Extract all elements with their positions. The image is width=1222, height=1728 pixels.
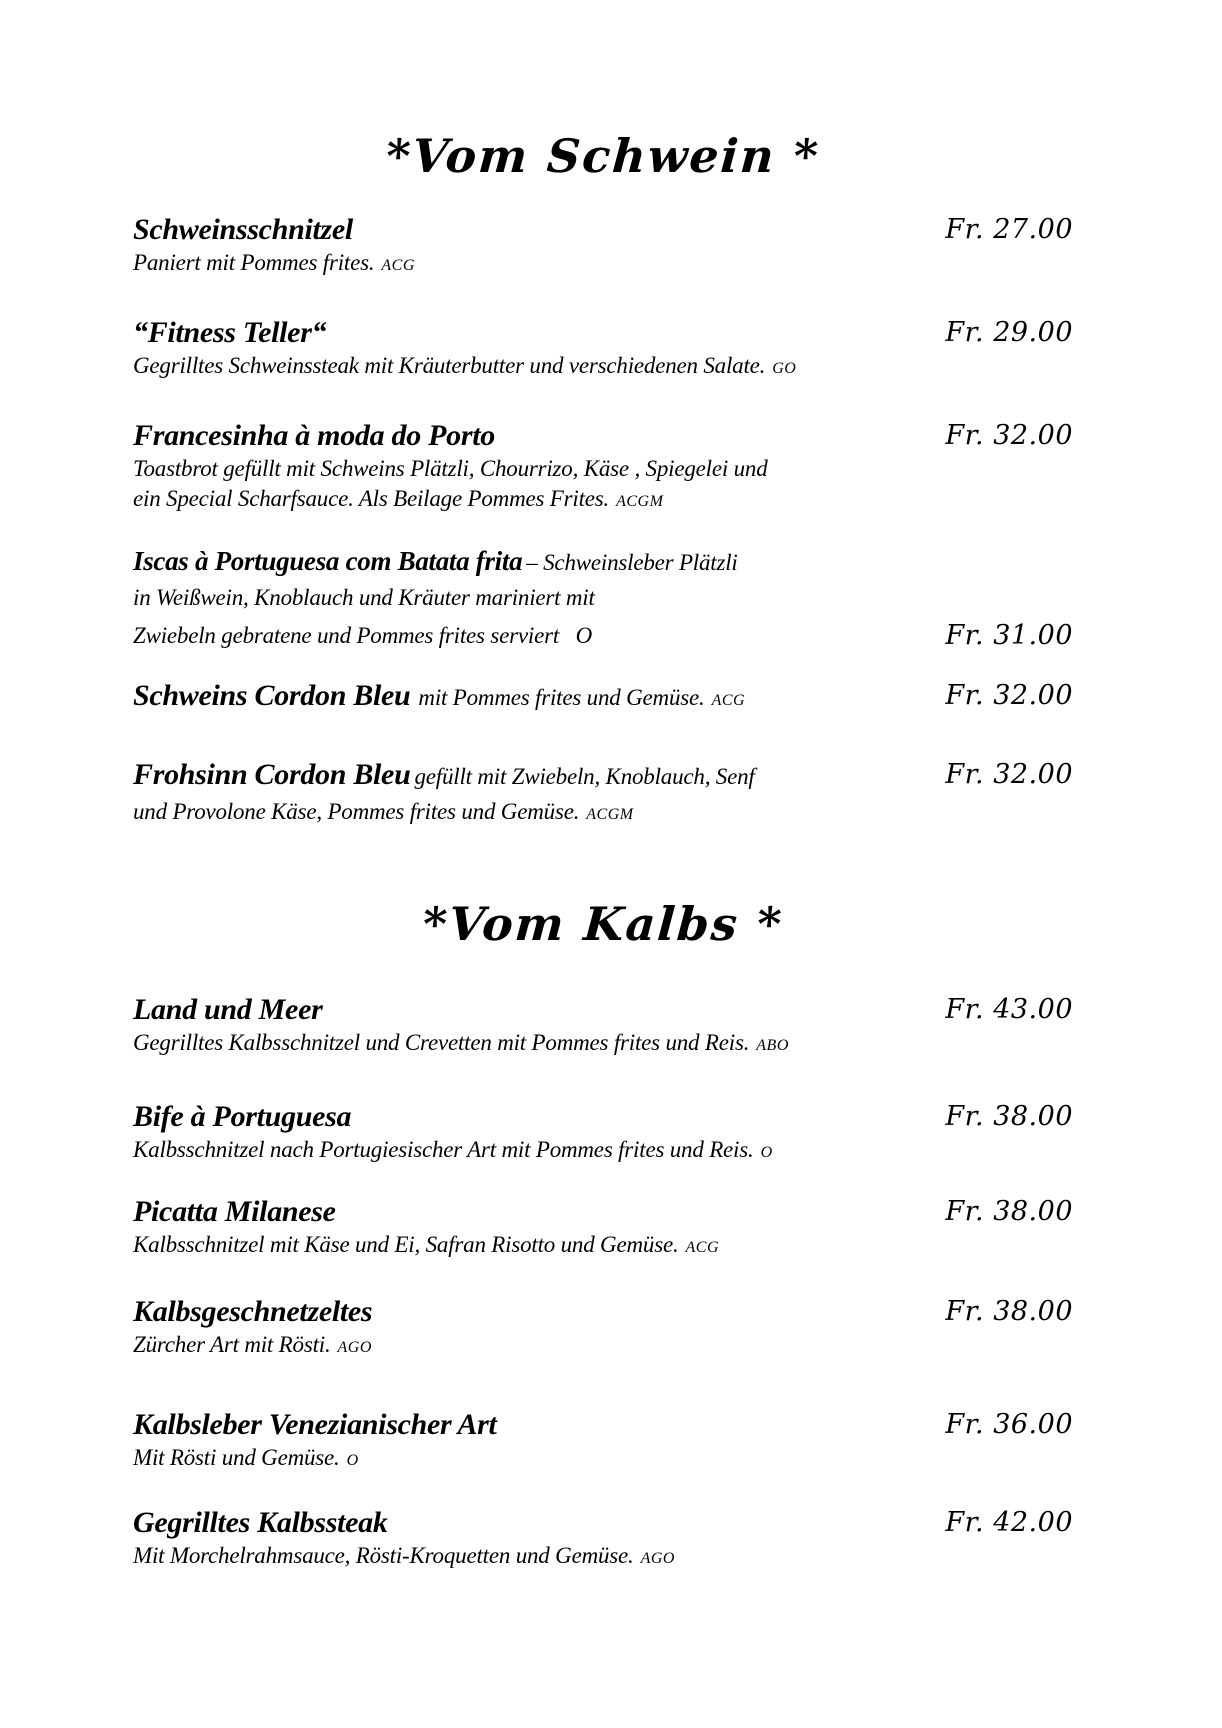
section-vom-kalbs — [133, 886, 1073, 1574]
item-price: Fr. 36.00 — [945, 1409, 1073, 1440]
allergen-codes: O — [346, 1452, 359, 1469]
item-text-block — [133, 1294, 372, 1363]
item-name: Iscas à Portuguesa com Batata frita — [133, 546, 523, 576]
item-text-block — [133, 757, 755, 830]
item-name: Kalbsgeschnetzeltes — [133, 1295, 373, 1328]
item-description-line1: Toastbrot gefüllt mit Schweins Plätzli, Chourrizo, Käse , Spiegelei und — [133, 456, 768, 481]
item-description-text: Gegrilltes Kalbsschnitzel und Crevetten mit Pommes frites und Reis. — [133, 1030, 750, 1055]
item-price: Fr. 29.00 — [945, 317, 1073, 348]
item-text-block — [133, 992, 789, 1061]
item-description-text: Gegrilltes Schweinssteak mit Kräuterbutter und verschiedenen Salate. — [133, 353, 766, 378]
item-description — [133, 1028, 789, 1061]
item-text-block — [133, 1099, 773, 1168]
menu-item-iscas — [133, 544, 1073, 651]
menu-item-bife-a-portuguesa — [133, 1099, 1073, 1168]
item-description — [133, 1230, 719, 1263]
item-price: Fr. 32.00 — [945, 420, 1073, 451]
menu-item-kalbsleber — [133, 1407, 1073, 1476]
item-name: “Fitness Teller“ — [133, 316, 327, 349]
item-name: Gegrilltes Kalbssteak — [133, 1506, 388, 1539]
item-text-block — [133, 212, 415, 281]
item-title-line — [133, 757, 755, 797]
item-description-line3: Zwiebeln gebratene und Pommes frites serviert O — [133, 623, 593, 648]
item-name-suffix: – Schweinsleber Plätzli — [526, 550, 738, 575]
item-description-text: mit Pommes frites und Gemüse. — [418, 685, 705, 710]
item-description-text: und Provolone Käse, Pommes frites und Gemüse. — [133, 799, 580, 824]
item-description-text: Mit Morchelrahmsauce, Rösti-Kroquetten und Gemüse. — [133, 1543, 634, 1568]
allergen-codes: O — [760, 1144, 773, 1161]
item-description — [133, 1135, 773, 1168]
menu-item-gegrilltes-kalbssteak — [133, 1505, 1073, 1574]
item-name: Picatta Milanese — [133, 1195, 336, 1228]
item-description-line2 — [133, 797, 755, 830]
menu-item-schweinsschnitzel — [133, 212, 1073, 281]
section-title-vom-kalbs: *Vom Kalbs * — [420, 897, 786, 951]
allergen-codes: ACG — [711, 692, 746, 709]
item-text-block — [133, 1407, 497, 1476]
item-description — [133, 248, 415, 281]
allergen-codes: ABO — [756, 1037, 789, 1054]
item-price: Fr. 43.00 — [945, 994, 1073, 1025]
allergen-codes: ACGM — [586, 806, 634, 823]
item-name: Land und Meer — [133, 993, 323, 1026]
item-name: Kalbsleber Venezianischer Art — [133, 1408, 497, 1441]
item-text-block — [133, 1505, 675, 1574]
menu-item-land-und-meer — [133, 992, 1073, 1061]
menu-item-schweins-cordon-bleu — [133, 678, 1073, 718]
item-title-line — [133, 544, 738, 583]
item-price: Fr. 38.00 — [945, 1296, 1073, 1327]
item-price: Fr. 32.00 — [945, 680, 1073, 711]
item-description — [133, 1330, 372, 1363]
item-description-text: Mit Rösti und Gemüse. — [133, 1445, 340, 1470]
section-title-vom-schwein: *Vom Schwein * — [384, 129, 822, 183]
menu-item-picatta-milanese — [133, 1194, 1073, 1263]
allergen-codes: ACG — [685, 1239, 719, 1256]
menu-item-fitness-teller — [133, 315, 1073, 384]
menu-item-francesinha — [133, 418, 1073, 517]
menu-item-frohsinn-cordon-bleu — [133, 757, 1073, 830]
item-price: Fr. 38.00 — [945, 1196, 1073, 1227]
item-price: Fr. 31.00 — [945, 620, 1073, 651]
section-vom-schwein — [133, 118, 1073, 830]
item-text-block — [133, 315, 796, 384]
item-description-line2: in Weißwein, Knoblauch und Kräuter mariniert mit — [133, 585, 595, 610]
item-text-block — [133, 1194, 719, 1263]
allergen-codes: AGO — [640, 1550, 675, 1567]
item-price: Fr. 38.00 — [945, 1101, 1073, 1132]
item-description — [133, 1541, 675, 1574]
menu-item-kalbsgeschnetzeltes — [133, 1294, 1073, 1363]
item-text-block — [133, 544, 738, 651]
item-text-block — [133, 678, 745, 718]
item-name: Schweinsschnitzel — [133, 213, 353, 246]
item-description-text: ein Special Scharfsauce. Als Beilage Pommes Frites. — [133, 486, 610, 511]
item-description-text: Kalbsschnitzel nach Portugiesischer Art mit Pommes frites und Reis. — [133, 1137, 754, 1162]
item-text-block — [133, 418, 768, 517]
item-price: Fr. 42.00 — [945, 1507, 1073, 1538]
item-price: Fr. 27.00 — [945, 214, 1073, 245]
item-description — [133, 1443, 497, 1476]
item-description-text: Paniert mit Pommes frites. — [133, 250, 375, 275]
item-title-line — [133, 678, 745, 718]
item-description-line2 — [133, 484, 768, 517]
allergen-codes: GO — [772, 360, 797, 377]
item-description-text: Kalbsschnitzel mit Käse und Ei, Safran Risotto und Gemüse. — [133, 1232, 679, 1257]
item-name: Francesinha à moda do Porto — [133, 419, 495, 452]
item-name: Frohsinn Cordon Bleu — [133, 758, 411, 791]
item-description — [133, 351, 796, 384]
allergen-codes: ACG — [381, 257, 415, 274]
allergen-codes: ACGM — [616, 493, 664, 510]
item-name: Schweins Cordon Bleu — [133, 679, 411, 712]
item-description-text: Zürcher Art mit Rösti. — [133, 1332, 331, 1357]
allergen-codes: AGO — [337, 1339, 372, 1356]
item-description-text: gefüllt mit Zwiebeln, Knoblauch, Senf — [414, 764, 755, 789]
item-name: Bife à Portuguesa — [133, 1100, 352, 1133]
item-price: Fr. 32.00 — [945, 759, 1073, 790]
